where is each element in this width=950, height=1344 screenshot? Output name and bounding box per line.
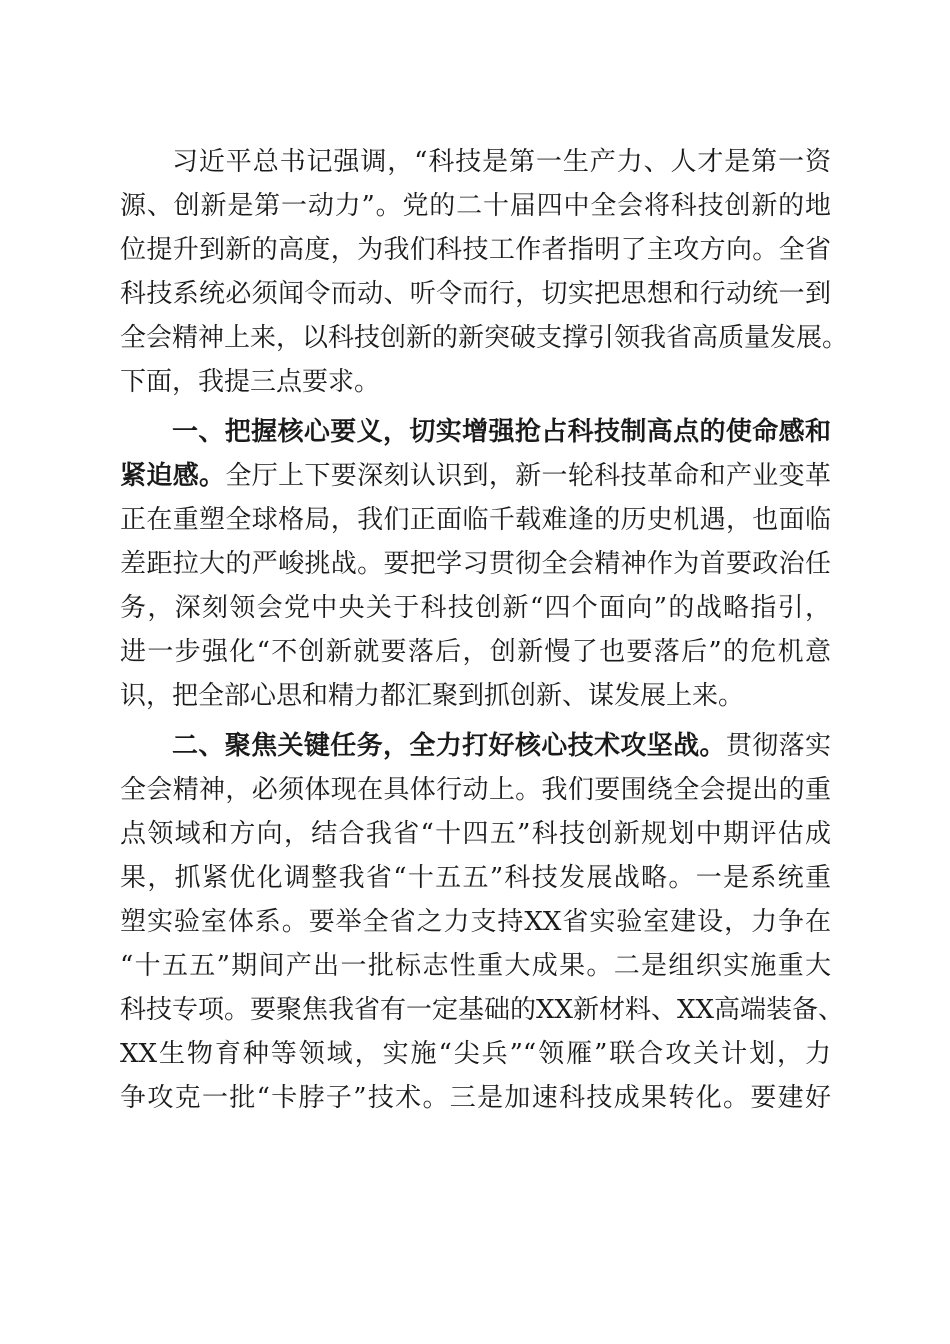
body-text: 塑实验室体系。要举全省之力支持XX省实验室建设，力争在 [120, 907, 831, 937]
document-page [120, 140, 849, 1120]
text-line [120, 944, 831, 988]
text-line [120, 184, 831, 228]
text-line [120, 630, 831, 674]
body-text: 差距拉大的严峻挑战。要把学习贯彻全会精神作为首要政治任 [120, 549, 831, 579]
body-text: 全会精神，必须体现在具体行动上。我们要围绕全会提出的重 [120, 775, 831, 805]
bold-heading-text: 一、把握核心要义，切实增强抢占科技制高点的使命感和 [172, 417, 831, 447]
text-line [120, 542, 831, 586]
body-text: 习近平总书记强调，“科技是第一生产力、人才是第一资 [172, 147, 831, 177]
body-text: 争攻克一批“卡脖子”技术。三是加速科技成果转化。要建好 [120, 1083, 831, 1113]
text-line [120, 1032, 831, 1076]
body-text: 识，把全部心思和精力都汇聚到抓创新、谋发展上来。 [120, 681, 745, 711]
text-line [120, 812, 831, 856]
bold-heading-text: 紧迫感。 [120, 461, 226, 491]
body-text: 点领域和方向，结合我省“十四五”科技创新规划中期评估成 [120, 819, 831, 849]
body-text: 下面，我提三点要求。 [120, 367, 381, 397]
text-line [120, 586, 831, 630]
text-line [120, 900, 831, 944]
body-text: “十五五”期间产出一批标志性重大成果。二是组织实施重大 [120, 951, 831, 981]
bold-heading-text: 二、聚焦关键任务，全力打好核心技术攻坚战。 [172, 731, 726, 761]
body-text: 全厅上下要深刻认识到，新一轮科技革命和产业变革 [225, 461, 831, 491]
text-line [120, 724, 831, 768]
paragraph-intro [120, 140, 849, 404]
text-line [120, 674, 831, 718]
paragraph-point-one [120, 410, 831, 718]
text-line [120, 316, 849, 360]
body-text: 果，抓紧优化调整我省“十五五”科技发展战略。一是系统重 [120, 863, 831, 893]
body-text: XX生物育种等领域，实施“尖兵”“领雁”联合攻关计划，力 [120, 1039, 831, 1069]
body-text: 源、创新是第一动力”。党的二十届四中全会将科技创新的地 [120, 191, 831, 221]
text-line [120, 498, 831, 542]
body-text: 科技专项。要聚焦我省有一定基础的XX新材料、XX高端装备、 [120, 995, 845, 1025]
text-line [120, 140, 831, 184]
text-line [120, 360, 831, 404]
paragraph-point-two [120, 724, 845, 1120]
body-text: 正在重塑全球格局，我们正面临千载难逢的历史机遇，也面临 [120, 505, 831, 535]
body-text: 进一步强化“不创新就要落后，创新慢了也要落后”的危机意 [120, 637, 831, 667]
text-line [120, 272, 831, 316]
text-line [120, 1076, 831, 1120]
text-line [120, 228, 831, 272]
body-text: 全会精神上来，以科技创新的新突破支撑引领我省高质量发展。 [120, 323, 849, 353]
text-line [120, 410, 831, 454]
body-text: 位提升到新的高度，为我们科技工作者指明了主攻方向。全省 [120, 235, 831, 265]
body-text: 科技系统必须闻令而动、听令而行，切实把思想和行动统一到 [120, 279, 831, 309]
body-text: 务，深刻领会党中央关于科技创新“四个面向”的战略指引， [120, 593, 831, 623]
text-line [120, 454, 831, 498]
text-line [120, 856, 831, 900]
text-line [120, 768, 831, 812]
body-text: 贯彻落实 [725, 731, 831, 761]
text-line [120, 988, 845, 1032]
